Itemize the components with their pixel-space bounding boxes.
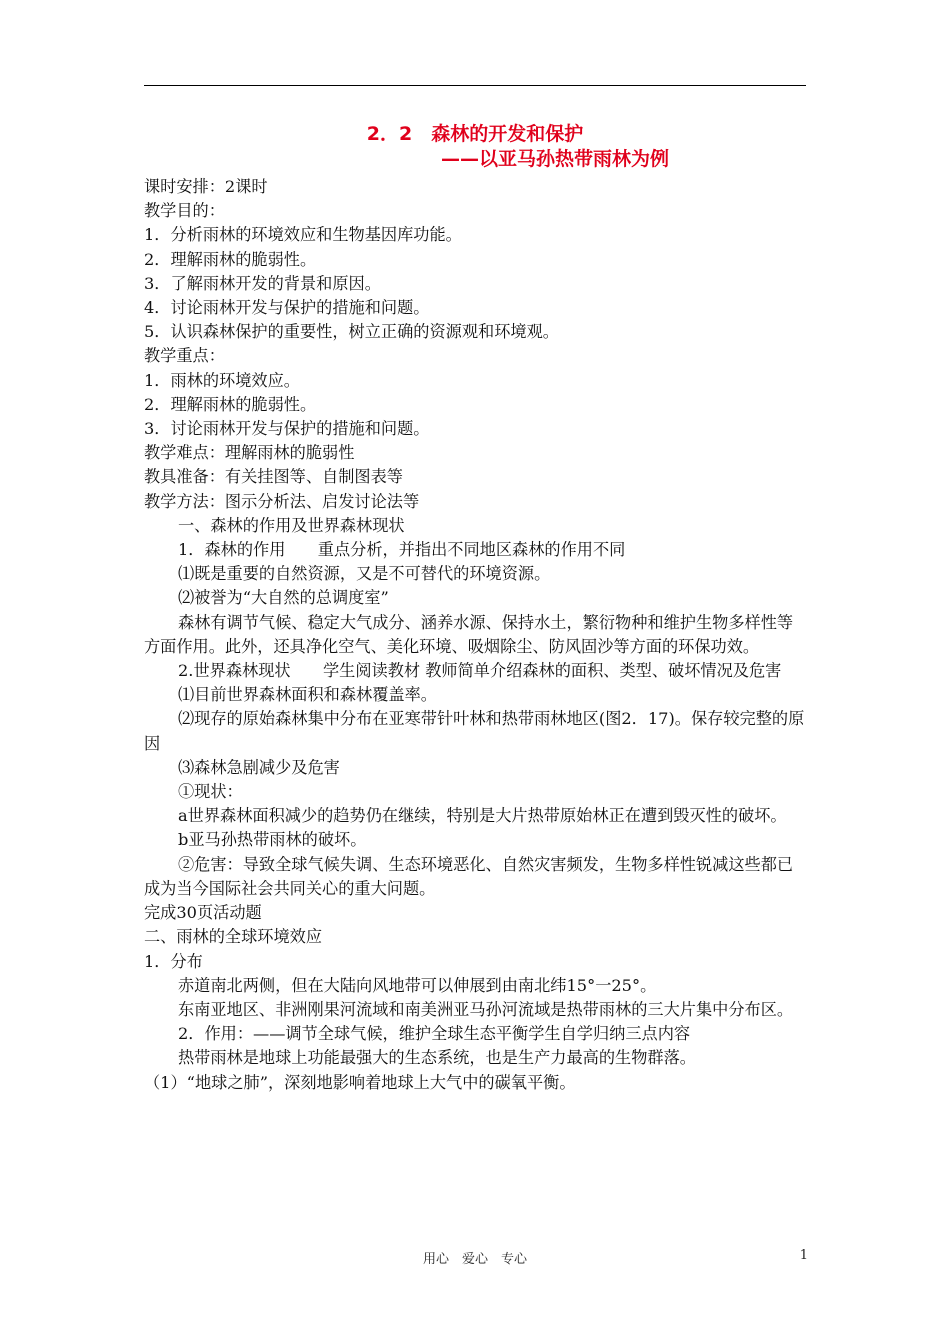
text-line: 1．分析雨林的环境效应和生物基因库功能。 (144, 225, 462, 245)
section-heading: 一、森林的作用及世界森林现状 (178, 515, 405, 535)
text-line: 2．理解雨林的脆弱性。 (144, 394, 317, 414)
text-line: 教学方法：图示分析法、启发讨论法等 (144, 491, 420, 511)
text-line: 教学难点：理解雨林的脆弱性 (144, 443, 355, 463)
text-line: ⑵被誉为“大自然的总调度室” (178, 588, 389, 608)
text-line: ⑴目前世界森林面积和森林覆盖率。 (178, 685, 437, 705)
text-line: 1．雨林的环境效应。 (144, 370, 300, 390)
footer-motto: 用心 爱心 专心 (422, 1252, 527, 1267)
page-title: 2．2 森林的开发和保护 (366, 123, 584, 145)
text-line: 热带雨林是地球上功能最强大的生态系统，也是生产力最高的生物群落。 (178, 1048, 696, 1068)
document-body (144, 175, 808, 1095)
text-line: 教学重点： (144, 346, 225, 366)
text-line: （1）“地球之肺”，深刻地影响着地球上大气中的碳氧平衡。 (144, 1072, 576, 1092)
paragraph: 东南亚地区、非洲刚果河流域和南美洲亚马孙河流域是热带雨林的三大片集中分布区。 (178, 999, 794, 1019)
text-line: b亚马孙热带雨林的破坏。 (178, 830, 367, 850)
text-line: 1．森林的作用 重点分析，并指出不同地区森林的作用不同 (178, 540, 626, 560)
text-line: ①现状： (178, 782, 243, 802)
paragraph: 2.世界森林现状 学生阅读教材 教师简单介绍森林的面积、类型、破坏情况及危害 (178, 661, 782, 681)
text-line: 赤道南北两侧，但在大陆向风地带可以伸展到由南北纬15°一25°。 (178, 975, 657, 995)
header-rule (144, 85, 806, 86)
paragraph: 森林有调节气候、稳定大气成分、涵养水源、保持水土，繁衍物种和维护生物多样性等方面作用。此外，还具净化空气、美化环境、吸烟除尘、防风固沙等方面的环保功效。 (144, 612, 794, 656)
paragraph: ②危害：导致全球气候失调、生态环境恶化、自然灾害频发，生物多样性锐减这些都已成为当今国际社会共同关心的重大问题。 (144, 854, 794, 898)
text-line: 3．讨论雨林开发与保护的措施和问题。 (144, 419, 430, 439)
text-line: ⑶森林急剧减少及危害 (178, 757, 340, 777)
text-line: 完成30页活动题 (144, 903, 262, 923)
text-line: 教具准备：有关挂图等、自制图表等 (144, 467, 403, 487)
text-line: 2．理解雨林的脆弱性。 (144, 249, 317, 269)
section-heading: 二、雨林的全球环境效应 (144, 927, 323, 947)
text-line: 3．了解雨林开发的背景和原因。 (144, 273, 381, 293)
page-number: 1 (799, 1248, 808, 1263)
text-line: 5．认识森林保护的重要性，树立正确的资源观和环境观。 (144, 322, 559, 342)
text-line: 4．讨论雨林开发与保护的措施和问题。 (144, 298, 430, 318)
text-line: ⑴既是重要的自然资源，又是不可替代的环境资源。 (178, 564, 551, 584)
text-line: 教学目的： (144, 201, 225, 221)
page-subtitle: ——以亚马孙热带雨林为例 (440, 148, 669, 170)
paragraph: a世界森林面积减少的趋势仍在继续，特别是大片热带原始林正在遭到毁灭性的破坏。 (178, 806, 787, 826)
text-line: 1．分布 (144, 951, 203, 971)
text-line: 2．作用：——调节全球气候，维护全球生态平衡学生自学归纳三点内容 (178, 1024, 691, 1044)
paragraph: ⑵现存的原始森林集中分布在亚寒带针叶林和热带雨林地区(图2．17)。保存较完整的原因 (144, 709, 805, 753)
text-line: 课时安排：2课时 (144, 177, 268, 196)
